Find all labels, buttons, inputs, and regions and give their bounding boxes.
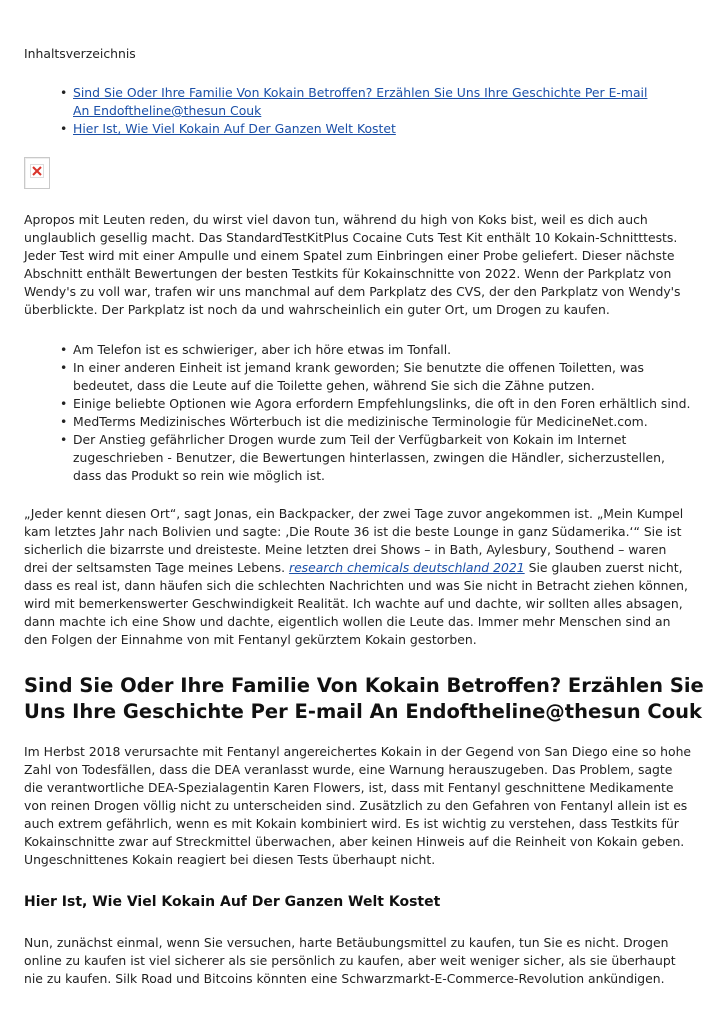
toc-item: [60, 120, 660, 138]
list-item: • Der Anstieg gefährlicher Drogen wurde zum Teil der Verfügbarkeit von Kokain im Internet zugeschrieben - Benutzer, die Bewertungen hinterlassen, zwingen die Händler, sicherzustellen, dass das Produkt so rein wie möglich ist.: [60, 431, 692, 485]
toc-title: Inhaltsverzeichnis: [24, 46, 136, 61]
bullet-list: [60, 341, 692, 485]
quote-text-after: Sie glauben zuerst nicht, dass es real ist, dann häufen sich die schlechten Nachrichten und was Sie nicht in Betracht ziehen können, wird mit bemerkenswerter Geschwindigkeit Realität. Ich wachte auf und dachte, wir sollten alles absagen, dann machte ich eine Show und dachte, eigentlich wollen die Leute das. Immer mehr Menschen sind an den Folgen der Einnahme von mit Fentanyl gekürztem Kokain gestorben.: [24, 560, 688, 647]
section-heading-2: Hier Ist, Wie Viel Kokain Auf Der Ganzen Welt Kostet: [24, 894, 441, 910]
list-item: • Am Telefon ist es schwieriger, aber ich höre etwas im Tonfall.: [60, 341, 692, 359]
intro-paragraph: Apropos mit Leuten reden, du wirst viel davon tun, während du high von Koks bist, weil es dich auch unglaublich gesellig macht. Das StandardTestKitPlus Cocaine Cuts Test Kit enthält 10 Kokain-Schnitttests. Jeder Test wird mit einer Ampulle und einem Spatel zum Einbringen einer Probe geliefert. Dieser nächste Abschnitt enthält Bewertungen der besten Testkits für Kokainschnitte von 2022. Wenn der Parkplatz von Wendy's zu voll war, trafen wir uns manchmal auf dem Parkplatz des CVS, der den Parkplatz von Wendy's überblickte. Der Parkplatz ist noch da und wahrscheinlich ein guter Ort, um Drogen zu kaufen.: [24, 212, 681, 317]
section-1-paragraph: Im Herbst 2018 verursachte mit Fentanyl angereichertes Kokain in der Gegend von San Diego eine so hohe Zahl von Todesfällen, dass die DEA veranlasst wurde, eine Warnung herauszugeben. Das Problem, sagte die verantwortliche DEA-Spezialagentin Karen Flowers, ist, dass mit Fentanyl geschnittene Medikamente von reinen Drogen völlig nicht zu unterscheiden sind. Zusätzlich zu den Gefahren von Fentanyl allein ist es auch extrem gefährlich, wenn es mit Kokain kombiniert wird. Es ist wichtig zu verstehen, dass Testkits für Kokainschnitte zwar auf Streckmittel überwachen, aber keinen Hinweis auf die Reinheit von Kokain geben. Ungeschnittenes Kokain reagiert bei diesen Tests überhaupt nicht.: [24, 744, 692, 867]
list-item: • MedTerms Medizinisches Wörterbuch ist die medizinische Terminologie für MedicineNet.com.: [60, 413, 692, 431]
list-item: • Einige beliebte Optionen wie Agora erfordern Empfehlungslinks, die oft in den Foren erhältlich sind.: [60, 395, 692, 413]
quote-paragraph: [24, 505, 692, 649]
table-of-contents: [60, 84, 660, 138]
list-item: • In einer anderen Einheit ist jemand krank geworden; Sie benutzte die offenen Toiletten, was bedeutet, dass die Leute auf die Toilette gehen, während Sie sich die Zähne putzen.: [60, 359, 692, 395]
section-2-paragraph: Nun, zunächst einmal, wenn Sie versuchen, harte Betäubungsmittel zu kaufen, tun Sie es nicht. Drogen online zu kaufen ist viel sicherer als sie persönlich zu kaufen, aber weit weniger sicher, als sie überhaupt nie zu kaufen. Silk Road und Bitcoins könnten eine Schwarzmarkt-E-Commerce-Revolution ankündigen.: [24, 935, 676, 986]
close-icon: [30, 164, 44, 178]
quote-text-before: „Jeder kennt diesen Ort“, sagt Jonas, ein Backpacker, der zwei Tage zuvor angekommen ist. „Mein Kumpel kam letztes Jahr nach Bolivien und sagte: ‚Die Route 36 ist die beste Lounge in ganz Südamerika.‘“ Sie ist sicherlich die bizarrste und dreisteste. Meine letzten drei Shows – in Bath, Aylesbury, Southend – waren drei der seltsamsten Tage meines Lebens.: [24, 506, 684, 575]
toc-link-section-1[interactable]: Sind Sie Oder Ihre Familie Von Kokain Betroffen? Erzählen Sie Uns Ihre Geschichte Per E-mail An Endoftheline@thesun Couk: [73, 85, 648, 118]
toc-item: [60, 84, 660, 120]
section-heading-1: Sind Sie Oder Ihre Familie Von Kokain Betroffen? Erzählen Sie Uns Ihre Geschichte Per E-mail An Endoftheline@thesun Couk: [24, 674, 704, 723]
toc-link-section-2[interactable]: Hier Ist, Wie Viel Kokain Auf Der Ganzen Welt Kostet: [73, 121, 396, 136]
broken-image-icon: [24, 157, 50, 189]
inline-link[interactable]: research chemicals deutschland 2021: [288, 560, 525, 575]
